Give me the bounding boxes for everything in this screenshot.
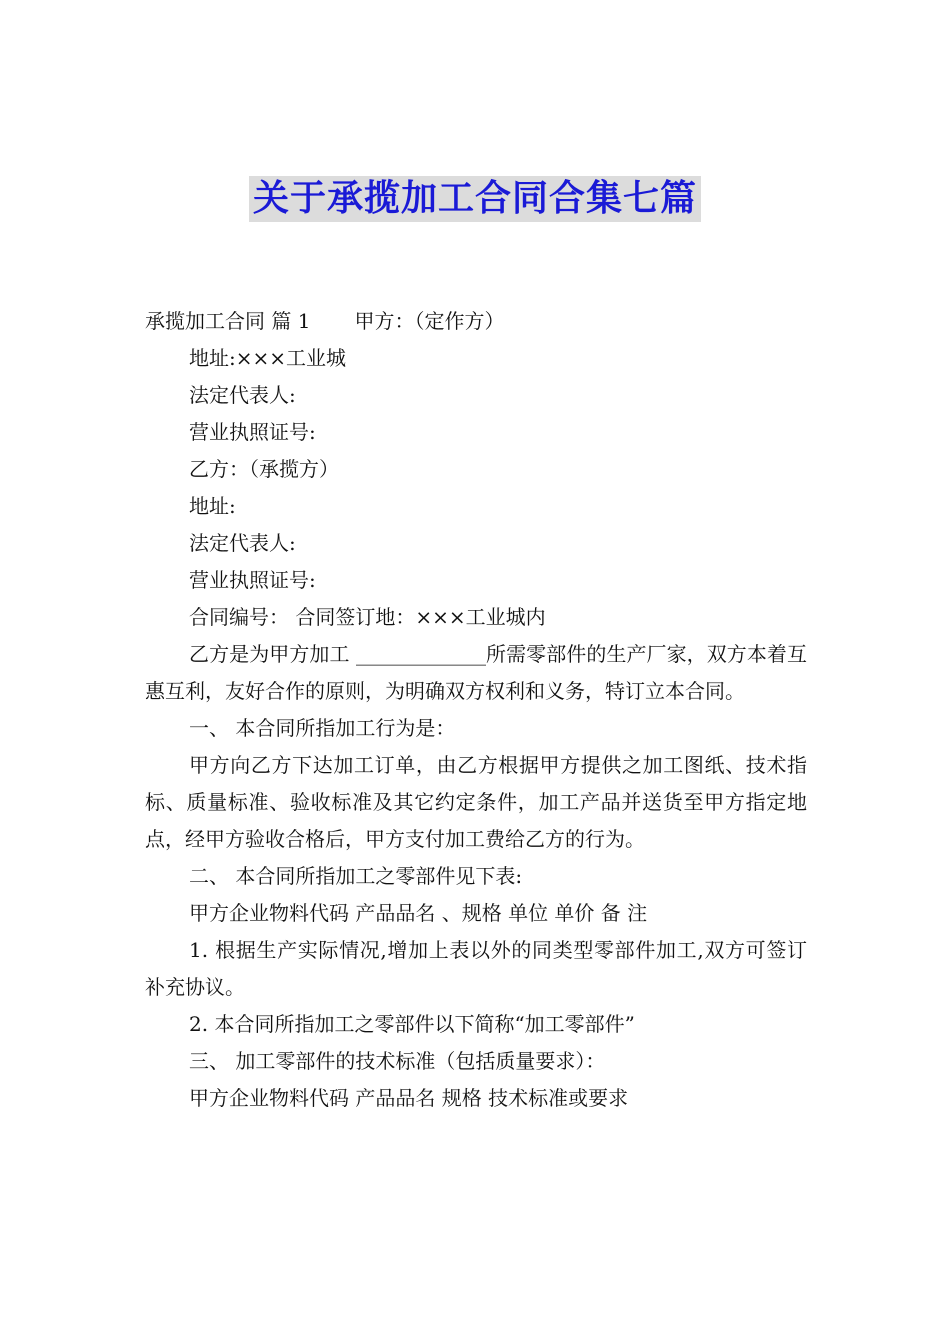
party-a-legal-rep: 法定代表人:	[189, 383, 296, 407]
contract-number-line: 合同编号： 合同签订地：×××工业城内	[189, 605, 546, 629]
party-a-license: 营业执照证号:	[189, 420, 316, 444]
section-2-item-2: 2. 本合同所指加工之零部件以下简称“加工零部件”	[189, 1012, 635, 1036]
section-3-heading: 三、 加工零部件的技术标准（包括质量要求）：	[189, 1049, 606, 1073]
party-b-legal-rep: 法定代表人:	[189, 531, 296, 555]
party-b-address: 地址:	[189, 494, 236, 518]
contract-header-line	[145, 303, 807, 340]
party-a-address: 地址:×××工业城	[189, 346, 347, 370]
contract-label: 承揽加工合同 篇 1	[145, 309, 311, 333]
title-container	[0, 176, 950, 222]
intro-after-blank: 所需零部件的生产厂家，双方本着互惠互利，友好合作的原则，为明确双方权利和义务，特订立本合同。	[145, 642, 808, 703]
section-1-heading: 一、 本合同所指加工行为是：	[189, 716, 456, 740]
section-1-body: 甲方向乙方下达加工订单，由乙方根据甲方提供之加工图纸、技术指标、质量标准、验收标准及其它约定条件，加工产品并送货至甲方指定地点，经甲方验收合格后，甲方支付加工费给乙方的行为。	[145, 753, 807, 851]
intro-paragraph	[145, 636, 807, 710]
document-body	[145, 303, 807, 1117]
section-3-table-header: 甲方企业物料代码 产品品名 规格 技术标准或要求	[189, 1086, 629, 1110]
document-title: 关于承揽加工合同合集七篇	[249, 176, 701, 222]
section-2-heading: 二、 本合同所指加工之零部件见下表:	[189, 864, 523, 888]
party-b-label: 乙方：（承揽方）	[189, 457, 339, 481]
section-2-table-header: 甲方企业物料代码 产品品名 、规格 单位 单价 备 注	[189, 901, 648, 925]
party-a-label: 甲方：（定作方）	[354, 309, 505, 333]
party-b-license: 营业执照证号:	[189, 568, 316, 592]
intro-blank: _____________	[355, 642, 486, 666]
section-2-item-1: 1. 根据生产实际情况,增加上表以外的同类型零部件加工,双方可签订补充协议。	[145, 938, 807, 999]
intro-before-blank: 乙方是为甲方加工	[189, 642, 356, 666]
